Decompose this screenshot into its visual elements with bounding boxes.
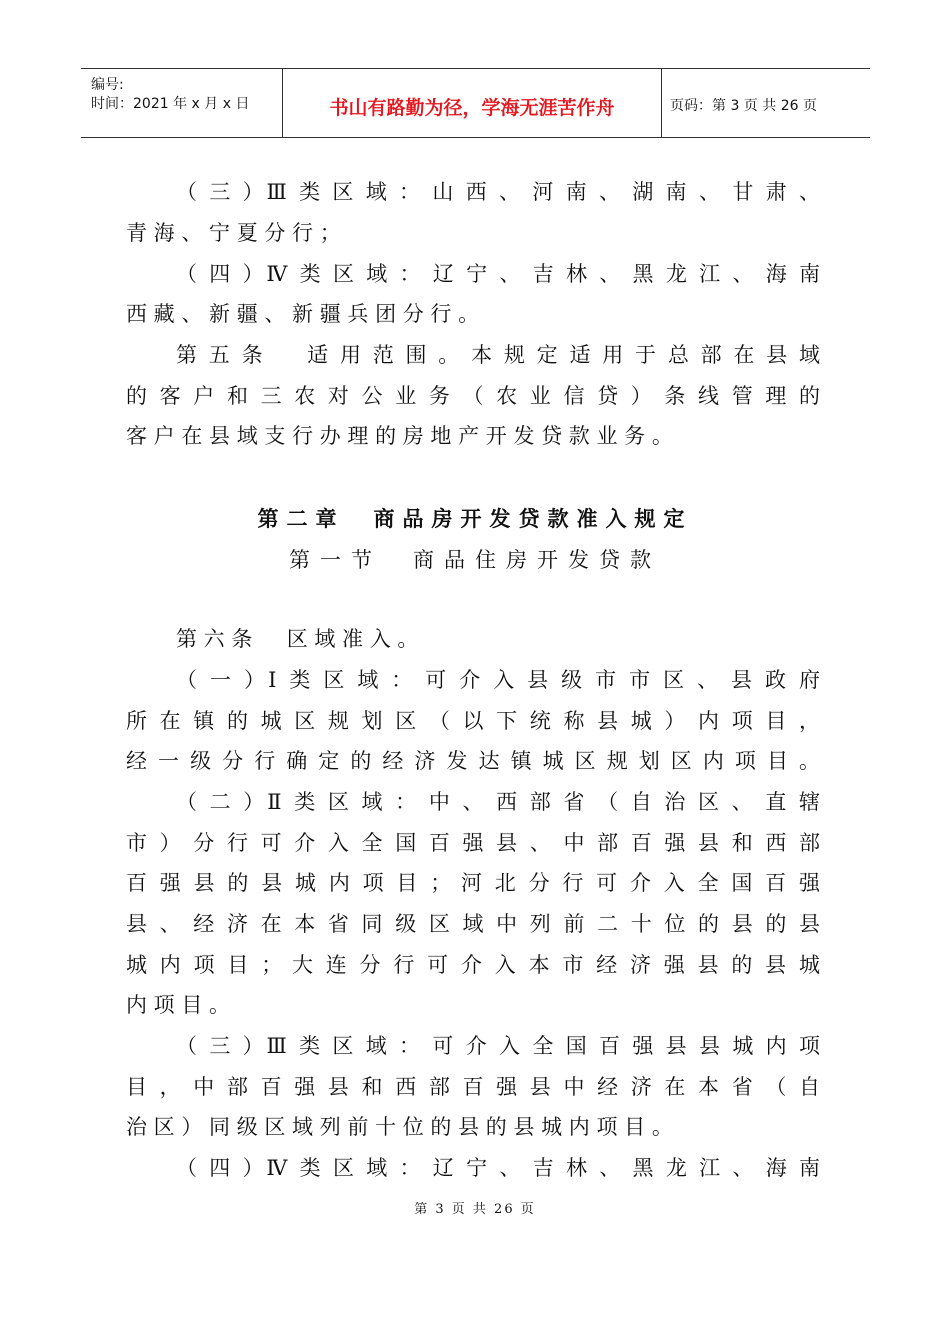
paragraph-line: （ 三 ）Ⅲ 类 区 域 ： 山 西 、 河 南 、 湖 南 、 甘 肃 、: [176, 180, 820, 204]
header-page-label: 页码：第 3 页 共 26 页: [670, 98, 817, 114]
header-motto: 书山有路勤为径，学海无涯苦作舟: [329, 97, 615, 119]
paragraph-line: （ 三 ）Ⅲ 类 区 域 ： 可 介 入 全 国 百 强 县 县 城 内 项: [176, 1034, 820, 1058]
header-right-cell: [662, 69, 870, 137]
paragraph-line: 经 一 级 分 行 确 定 的 经 济 发 达 镇 城 区 规 划 区 内 项 目 。: [126, 749, 820, 773]
header-table: [81, 68, 870, 138]
paragraph-line: 县 、 经 济 在 本 省 同 级 区 域 中 列 前 二 十 位 的 县 的 县: [126, 912, 820, 936]
paragraph-line: 青 海 、 宁 夏 分 行 ；: [126, 221, 341, 245]
paragraph-line: 内 项 目 。: [126, 993, 231, 1017]
paragraph-line: （ 二 ）Ⅱ 类 区 域 ： 中 、 西 部 省 （ 自 治 区 、 直 辖: [176, 790, 820, 814]
paragraph-line: 市 ） 分 行 可 介 入 全 国 百 强 县 、 中 部 百 强 县 和 西 部: [126, 831, 820, 855]
paragraph-line: 的 客 户 和 三 农 对 公 业 务 （ 农 业 信 贷 ） 条 线 管 理 的: [126, 384, 820, 408]
paragraph-line: （ 一 ）Ⅰ 类 区 域 ： 可 介 入 县 级 市 市 区 、 县 政 府: [176, 668, 820, 692]
paragraph-line: 所 在 镇 的 城 区 规 划 区 （ 以 下 统 称 县 城 ） 内 项 目 ，: [126, 709, 820, 733]
page-footer: 第 3 页 共 26 页: [414, 1202, 536, 1217]
paragraph-line: 城 内 项 目 ； 大 连 分 行 可 介 入 本 市 经 济 强 县 的 县 城: [126, 953, 820, 977]
paragraph-line: 第 五 条 适 用 范 围 。 本 规 定 适 用 于 总 部 在 县 域: [176, 343, 820, 367]
paragraph-line: 百 强 县 的 县 城 内 项 目 ； 河 北 分 行 可 介 入 全 国 百 强: [126, 871, 820, 895]
document-time-label: 时间：2021 年 x 月 x 日: [91, 96, 250, 112]
document-code-label: 编号:: [91, 77, 124, 93]
chapter-heading: 第二章 商品房开发贷款准入规定: [257, 507, 693, 531]
header-center-cell: [283, 69, 662, 137]
paragraph-line: 治 区 ） 同 级 区 域 列 前 十 位 的 县 的 县 城 内 项 目 。: [126, 1115, 673, 1139]
paragraph-line: （ 四 ）Ⅳ 类 区 域 ： 辽 宁 、 吉 林 、 黑 龙 江 、 海 南: [176, 262, 820, 286]
paragraph-line: 西 藏 、 新 疆 、 新 疆 兵 团 分 行 。: [126, 302, 480, 326]
section-heading: 第一节 商品住房开发贷款: [289, 548, 661, 572]
paragraph-line: 第 六 条 区 域 准 入 。: [176, 627, 419, 651]
paragraph-line: 客 户 在 县 域 支 行 办 理 的 房 地 产 开 发 贷 款 业 务 。: [126, 424, 673, 448]
paragraph-line: 目 ， 中 部 百 强 县 和 西 部 百 强 县 中 经 济 在 本 省 （ 自: [126, 1075, 820, 1099]
header-left-cell: [81, 69, 283, 137]
paragraph-line: （ 四 ）Ⅳ 类 区 域 ： 辽 宁 、 吉 林 、 黑 龙 江 、 海 南: [176, 1156, 820, 1180]
